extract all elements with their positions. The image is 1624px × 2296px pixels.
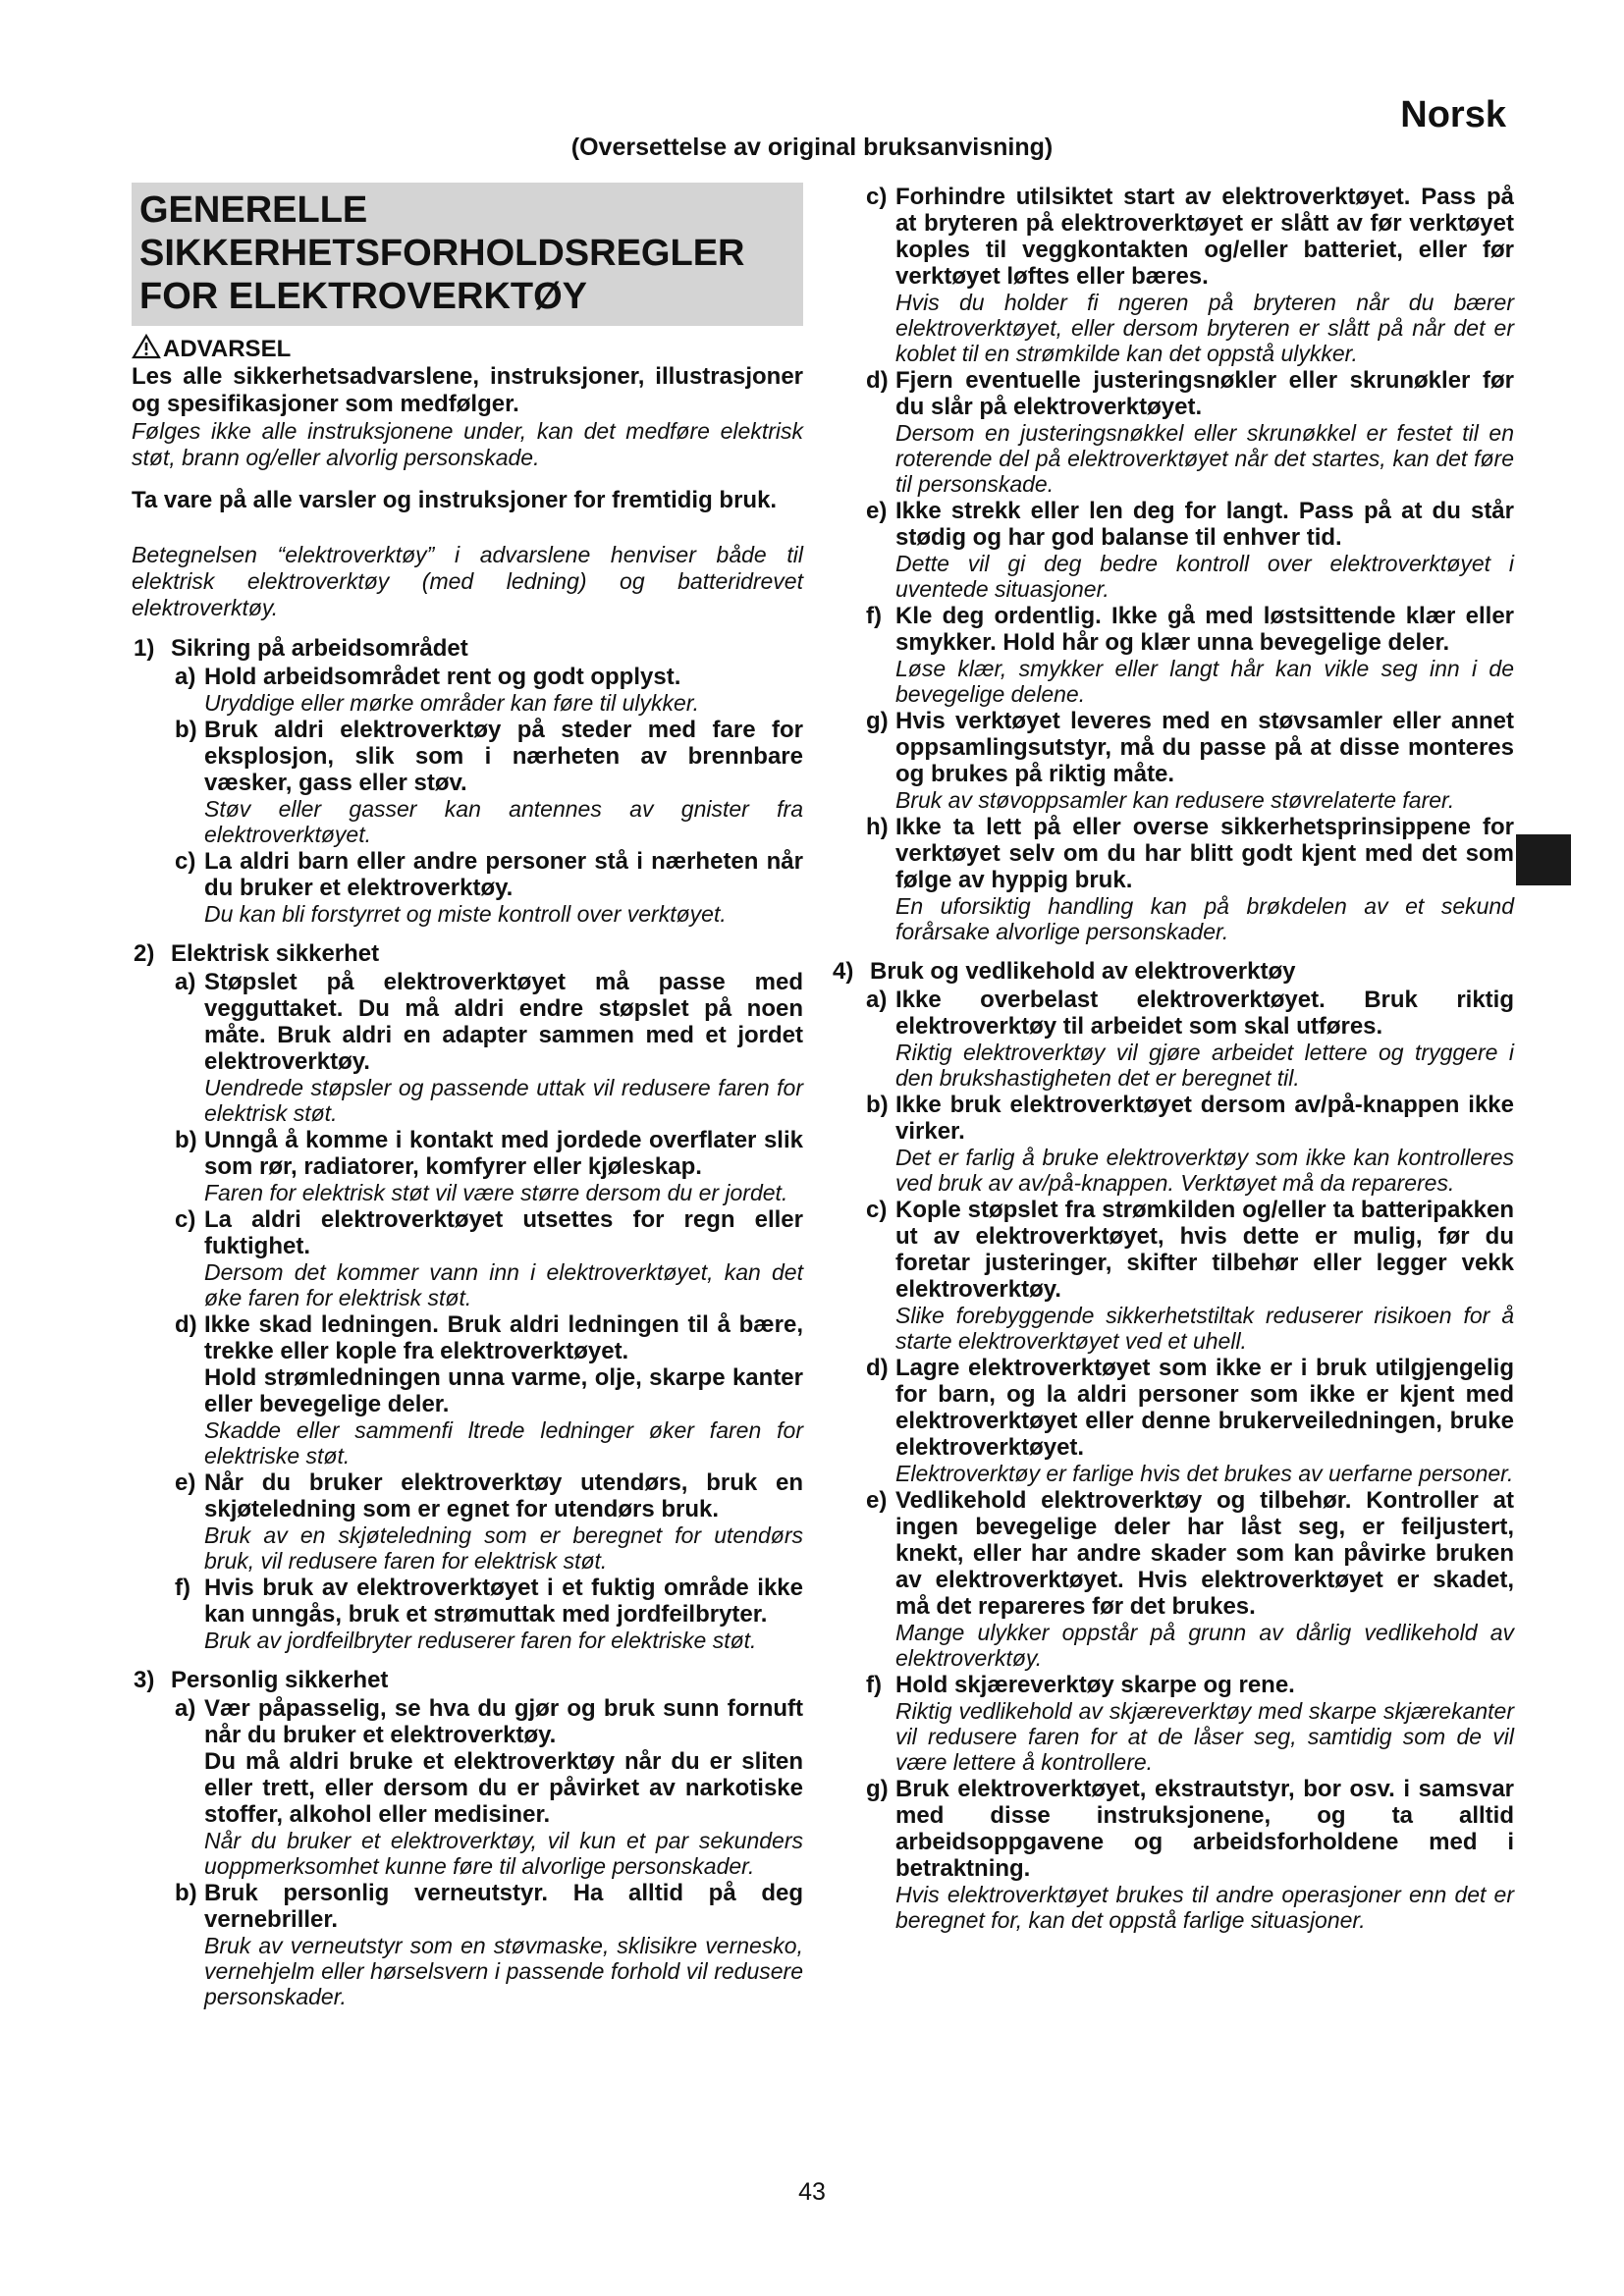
safety-item-explanation: Støv eller gasser kan antennes av gnister fra elektroverktøyet. [204,796,803,847]
item-bold-text: Støpslet på elektroverktøyet må passe med vegguttaket. Du må aldri endre støpslet på noen måte. Bruk aldri en adapter sammen med et jordet elektroverktøy. [204,969,803,1075]
safety-item [132,1206,803,1310]
item-letter: a) [866,987,888,1013]
safety-item-explanation: Bruk av jordfeilbryter reduserer faren for elektriske støt. [204,1628,757,1653]
safety-item-instruction [866,1092,1514,1145]
title-line: SIKKERHETSFORHOLDSREGLER [139,233,745,274]
section-number: 1) [134,635,155,662]
item-bold-text: La aldri barn eller andre personer stå i nærheten når du bruker et elektroverktøy. [204,848,803,901]
safety-item [831,987,1514,1091]
safety-item [831,1487,1514,1671]
section-number: 2) [134,940,155,967]
language-tab-marker [1516,834,1571,885]
section-number: 4) [833,958,854,985]
item-bold-text: Hvis bruk av elektroverktøyet i et fuktig område ikke kan unngås, bruk et strømuttak med jordfeilbryter. [204,1575,803,1628]
safety-item-instruction [866,814,1514,893]
safety-item-instruction [175,1695,803,1748]
item-bold-text: Ikke skad ledningen. Bruk aldri ledningen til å bære, trekke eller kople fra elektroverktøyet. [204,1311,803,1364]
item-letter: f) [175,1575,190,1601]
safety-item-explanation: Uryddige eller mørke områder kan føre til ulykker. [204,690,700,716]
item-bold-text: Hold arbeidsområdet rent og godt opplyst. [204,664,681,690]
item-bold-text: Ikke overbelast elektroverktøyet. Bruk riktig elektroverktøy til arbeidet som skal utføres. [895,987,1514,1040]
safety-item [132,848,803,927]
safety-item-explanation: Elektroverktøy er farlige hvis det brukes av uerfarne personer. [895,1461,1514,1486]
section-number: 3) [134,1667,155,1693]
item-letter: c) [866,184,888,210]
item-bold-text: Når du bruker elektroverktøy utendørs, bruk en skjøteledning som er egnet for utendørs bruk. [204,1469,803,1522]
safety-item-instruction [175,1127,803,1180]
section-title: Sikring på arbeidsområdet [171,635,468,662]
title-line: FOR ELEKTROVERKTØY [139,276,588,317]
right-column [831,183,1514,1933]
item-bold-text: Ikke strekk eller len deg for langt. Pass på at du står stødig og har god balanse til enhver tid. [895,498,1514,551]
section-title: Personlig sikkerhet [171,1667,389,1693]
safety-item-explanation: Dersom en justeringsnøkkel eller skrunøkkel er festet til en roterende del på elektroverktøyet når det startes, kan det føre til personskade. [895,420,1514,497]
item-bold-text: Fjern eventuelle justeringsnøkler eller skrunøkler før du slår på elektroverktøyet. [895,367,1514,420]
item-bold-text: Kle deg ordentlig. Ikke gå med løstsittende klær eller smykker. Hold hår og klær unna bevegelige deler. [895,603,1514,656]
safety-item-instruction [175,1311,803,1364]
item-letter: e) [866,1487,888,1514]
item-letter: b) [175,717,197,743]
safety-item [831,498,1514,602]
language-label: Norsk [1400,94,1506,135]
item-letter: c) [866,1197,888,1223]
safety-item-explanation: Slike forebyggende sikkerhetstiltak reduserer risikoen for å starte elektroverktøyet ved et uhell. [895,1303,1514,1354]
item-bold-text: Bruk elektroverktøyet, ekstrautstyr, bor osv. i samsvar med disse instruksjonene, og ta alltid arbeidsoppgavene og arbeidsforholdene med i betraktning. [895,1776,1514,1882]
safety-section [132,940,803,1653]
safety-item-instruction [866,498,1514,551]
safety-item-explanation: Uendrede støpsler og passende uttak vil redusere faren for elektrisk støt. [204,1075,803,1126]
safety-item-instruction [866,1197,1514,1303]
safety-item-instruction [175,1575,803,1628]
title-line: GENERELLE [139,189,368,231]
safety-item-instruction [866,367,1514,420]
safety-item-explanation: Det er farlig å bruke elektroverktøy som ikke kan kontrolleres ved bruk av av/på-knappen. Verktøyet må da repareres. [895,1145,1514,1196]
item-bold-text: Unngå å komme i kontakt med jordede overflater slik som rør, radiatorer, komfyrer eller kjøleskap. [204,1127,803,1180]
safety-item-instruction [175,664,803,690]
item-letter: d) [866,367,889,394]
safety-item-extra: Du må aldri bruke et elektroverktøy når du er sliten eller trett, eller dersom du er påvirket av narkotiske stoffer, alkohol eller medisiner. [204,1748,803,1828]
item-letter: e) [175,1469,196,1496]
keep-instructions-note: Ta vare på alle varsler og instruksjoner for fremtidig bruk. [132,487,778,513]
safety-item-instruction [175,1880,803,1933]
item-letter: d) [866,1355,889,1381]
safety-section [132,635,803,927]
safety-section [132,1667,803,2009]
definition-note: Betegnelsen “elektroverktøy” i advarslene henviser både til elektrisk elektroverktøy (med ledning) og batteridrevet elektroverktøy. [132,542,803,620]
item-letter: h) [866,814,889,840]
safety-item-instruction [866,1776,1514,1882]
safety-item-instruction [175,717,803,796]
safety-item [132,969,803,1126]
item-letter: f) [866,603,882,629]
page-number: 43 [798,2178,826,2206]
item-letter: d) [175,1311,197,1338]
item-bold-text: Lagre elektroverktøyet som ikke er i bruk utilgjengelig for barn, og la aldri personer som ikke er kjent med elektroverktøyet eller denne brukerveiledningen, bruke elektroverktøyet. [895,1355,1514,1461]
section-title: Bruk og vedlikehold av elektroverktøy [870,958,1296,985]
section-4 [831,958,1514,1933]
safety-item-explanation: Når du bruker et elektroverktøy, vil kun et par sekunders uoppmerksomhet kunne føre til alvorlige personskader. [204,1828,803,1879]
safety-item [132,1880,803,2009]
safety-item [831,367,1514,497]
safety-item-explanation: Hvis du holder fi ngeren på bryteren når du bærer elektroverktøyet, eller dersom bryteren er slått på når det er koblet til en strømkilde kan det oppstå ulykker. [895,290,1514,366]
item-bold-text: La aldri elektroverktøyet utsettes for regn eller fuktighet. [204,1206,803,1259]
safety-item-explanation: Riktig vedlikehold av skjæreverktøy med skarpe skjærekanter vil redusere faren for at de låser seg, samtidig som de vil være lettere å kontrollere. [895,1698,1514,1775]
safety-item-explanation: Riktig elektroverktøy vil gjøre arbeidet lettere og tryggere i den brukshastigheten det er beregnet til. [895,1040,1514,1091]
safety-item-instruction [175,1469,803,1522]
left-sections [132,635,803,2009]
item-bold-text: Vær påpasselig, se hva du gjør og bruk sunn fornuft når du bruker et elektroverktøy. [204,1695,803,1748]
safety-item-instruction [175,1206,803,1259]
safety-item-instruction [866,987,1514,1040]
warning-heading [132,334,803,363]
item-bold-text: Vedlikehold elektroverktøy og tilbehør. Kontroller at ingen bevegelige deler har låst seg, er feiljustert, knekt, eller har andre skader som kan påvirke bruken av elektroverktøyet. Hvis elektroverktøyet er skadet, må det repareres før det brukes. [895,1487,1514,1620]
warning-label: ADVARSEL [163,336,292,362]
safety-item [132,1469,803,1574]
safety-item [132,1127,803,1205]
item-letter: b) [175,1880,197,1906]
item-letter: e) [866,498,888,524]
safety-item [831,814,1514,944]
item-letter: c) [175,848,196,875]
item-bold-text: Hold skjæreverktøy skarpe og rene. [895,1672,1295,1698]
safety-item-explanation: Du kan bli forstyrret og miste kontroll over verktøyet. [204,901,727,927]
safety-item [831,1355,1514,1486]
safety-item-instruction [175,969,803,1075]
item-letter: a) [175,664,196,690]
safety-item [132,1695,803,1879]
safety-item-explanation: Bruk av verneutstyr som en støvmaske, sklisikre vernesko, vernehjelm eller hørselsvern i passende forhold vil redusere personskader. [204,1933,803,2009]
item-letter: g) [866,1776,889,1802]
item-letter: a) [175,1695,196,1722]
warning-instruction: Les alle sikkerhetsadvarslene, instruksjoner, illustrasjoner og spesifikasjoner som medfølger. [132,363,803,417]
safety-item [831,184,1514,366]
safety-item-instruction [866,603,1514,656]
safety-item-extra: Hold strømledningen unna varme, olje, skarpe kanter eller bevegelige deler. [204,1364,803,1417]
safety-item [132,717,803,847]
section-title: Elektrisk sikkerhet [171,940,380,967]
item-letter: g) [866,708,889,734]
safety-item [831,1197,1514,1354]
safety-item-explanation: Mange ulykker oppstår på grunn av dårlig vedlikehold av elektroverktøy. [895,1620,1514,1671]
safety-item-explanation: Bruk av støvoppsamler kan redusere støvrelaterte farer. [895,787,1455,813]
safety-item-instruction [866,708,1514,787]
safety-item-instruction [866,1672,1514,1698]
safety-item [132,1311,803,1468]
item-bold-text: Kople støpslet fra strømkilden og/eller ta batteripakken ut av elektroverktøyet, hvis dette er mulig, før du foretar justeringer, skifter tilbehør eller legger vekk elektroverktøy. [895,1197,1514,1303]
item-letter: b) [866,1092,889,1118]
item-letter: f) [866,1672,882,1698]
warning-consequence: Følges ikke alle instruksjonene under, kan det medføre elektrisk støt, brann og/eller alvorlig personskade. [132,418,803,470]
section-heading [831,958,1514,986]
item-bold-text: Bruk aldri elektroverktøy på steder med fare for eksplosjon, slik som i nærheten av brennbare væsker, gass eller støv. [204,717,803,796]
section-heading [132,940,803,968]
safety-item-explanation: Hvis elektroverktøyet brukes til andre operasjoner enn det er beregnet for, kan det oppstå farlige situasjoner. [895,1882,1514,1933]
safety-item-instruction [866,1487,1514,1620]
safety-item [831,1776,1514,1933]
safety-item-explanation: En uforsiktig handling kan på brøkdelen av et sekund forårsake alvorlige personskader. [895,893,1514,944]
section-heading [132,635,803,663]
safety-item-explanation: Skadde eller sammenfi ltrede ledninger øker faren for elektriske støt. [204,1417,803,1468]
personal-safety-continued [831,184,1514,944]
safety-item [831,603,1514,707]
item-bold-text: Ikke ta lett på eller overse sikkerhetsprinsippene for verktøyet selv om du har blitt godt kjent med det som følge av hyppig bruk. [895,814,1514,893]
section-heading [132,1667,803,1694]
safety-item-instruction [866,184,1514,290]
left-column [132,183,803,2009]
safety-item-explanation: Dette vil gi deg bedre kontroll over elektroverktøyet i uventede situasjoner. [895,551,1514,602]
item-bold-text: Hvis verktøyet leveres med en støvsamler eller annet oppsamlingsutstyr, må du passe på at disse monteres og brukes på riktig måte. [895,708,1514,787]
translation-subtitle: (Oversettelse av original bruksanvisning) [570,133,1054,161]
item-letter: c) [175,1206,196,1233]
item-letter: a) [175,969,196,995]
safety-item-explanation: Løse klær, smykker eller langt hår kan vikle seg inn i de bevegelige delene. [895,656,1514,707]
item-bold-text: Ikke bruk elektroverktøyet dersom av/på-knappen ikke virker. [895,1092,1514,1145]
safety-item [132,1575,803,1653]
warning-triangle-icon [132,334,161,359]
safety-item-instruction [175,848,803,901]
safety-item [132,664,803,716]
safety-item [831,1672,1514,1775]
page-title [132,183,803,326]
item-bold-text: Forhindre utilsiktet start av elektroverktøyet. Pass på at bryteren på elektroverktøyet er slått av før verktøyet koples til veggkontakten og/eller batteriet, eller før verktøyet løftes eller bæres. [895,184,1514,290]
safety-item-explanation: Dersom det kommer vann inn i elektroverktøyet, kan det øke faren for elektrisk støt. [204,1259,803,1310]
safety-item [831,1092,1514,1196]
safety-item [831,708,1514,813]
item-letter: b) [175,1127,197,1153]
safety-item-instruction [866,1355,1514,1461]
safety-item-explanation: Faren for elektrisk støt vil være større dersom du er jordet. [204,1180,788,1205]
safety-item-explanation: Bruk av en skjøteledning som er beregnet for utendørs bruk, vil redusere faren for elektrisk støt. [204,1522,803,1574]
item-bold-text: Bruk personlig verneutstyr. Ha alltid på deg vernebriller. [204,1880,803,1933]
